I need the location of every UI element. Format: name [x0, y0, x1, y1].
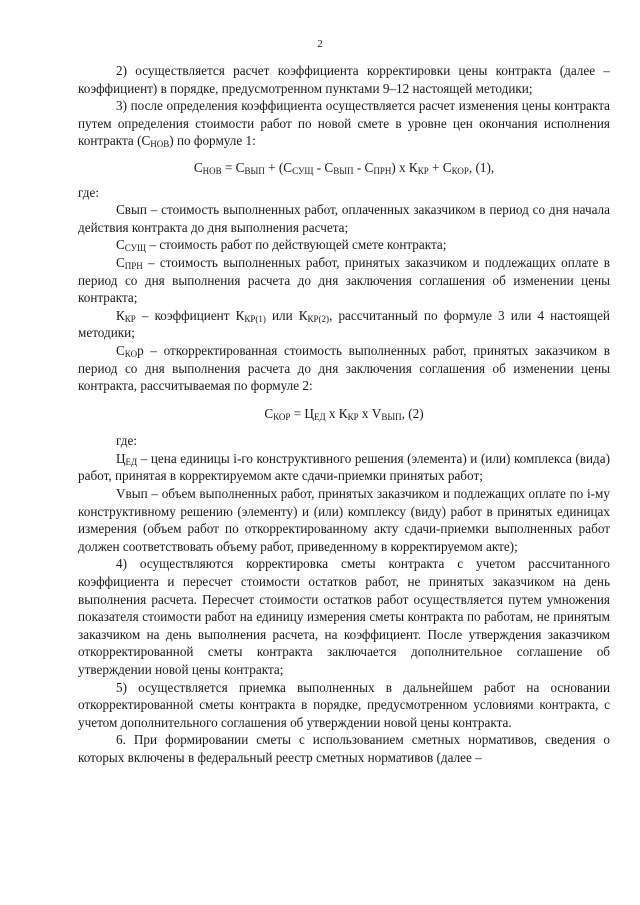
def-svyp: Свып – стоимость выполненных работ, оплаченных заказчиком в период со дня начала действия контракта до дня выполнения расчета; — [78, 202, 610, 235]
paragraph-item-2: 2) осуществляется расчет коэффициента корректировки цены контракта (далее – коэффициент) в порядке, предусмотренном пунктами 9–12 настоящей методики; — [78, 63, 610, 96]
paragraph-item-6: 6. При формировании сметы с использованием сметных нормативов, сведения о которых включены в федеральный реестр сметных нормативов (далее – — [78, 732, 610, 765]
paragraph-item-4: 4) осуществляются корректировка сметы контракта с учетом рассчитанного коэффициента и пересчет стоимости остатков работ, не принятых заказчиком на день выполнения расчета. Пересчет стоимости остатков работ осуществляется путем умножения показателя стоимости работ на единицу измерения сметы контракта по работам, не принятым заказчиком на день выполнения расчета, на коэффициент. После утверждения заказчиком откорректированной сметы контракта заключается дополнительное соглашение об утверждении новой цены контракта; — [78, 556, 610, 677]
paragraph-item-3: 3) после определения коэффициента осуществляется расчет изменения цены контракта путем определения стоимости работ по новой смете в уровне цен окончания исполнения контракта $(С_{НОВ})$ по формуле 1: — [78, 98, 610, 150]
formula-2: $С_{КОР} = Ц_{ЕД}$ х $К_{КР}$ х $V_{ВЫП}$, (2) — [264, 405, 424, 422]
formula-1: $С_{НОВ} = С_{ВЫП} + (С_{СУЩ} - С_{ВЫП} - С_{ПРН})$ х $К_{КР} + С_{КОР}$, (1), — [193, 159, 495, 176]
where-label-1: где: — [78, 184, 99, 200]
where-label-2: где: — [116, 433, 137, 449]
def-kkr: $К_{КР}$ – коэффициент $К_{КР(1)}$ или $К_{КР(2)}$, рассчитанный по формуле 3 или 4 настоящей методики; — [78, 307, 610, 341]
page-number: 2 — [317, 38, 323, 50]
def-ced: $Ц_{ЕД}$ – цена единицы i-го конструктивного решения (элемента) и (или) комплекса (вида) работ, принятая в корректируемом акте сдачи-приемки принятых работ; — [78, 450, 610, 484]
def-ssush: $С_{СУЩ}$ – стоимость работ по действующей смете контракта; — [116, 237, 447, 254]
document-body — [78, 62, 610, 767]
def-sprn: $С_{ПРН}$ – стоимость выполненных работ, принятых заказчиком и подлежащих оплате в период со дня выполнения расчета до дня заключения соглашения об изменении цены контракта; — [78, 254, 610, 306]
paragraph-item-5: 5) осуществляется приемка выполненных в дальнейшем работ на основании откорректированной сметы контракта в порядке, предусмотренном условиями контракта, с учетом дополнительного соглашения об утверждении новой цены контракта. — [78, 679, 610, 730]
def-skor: $С_{КО}р$ – откорректированная стоимость выполненных работ, принятых заказчиком в период со дня выполнения расчета до дня заключения соглашения об изменении цены контракта, рассчитываемая по формуле 2: — [78, 342, 610, 394]
def-vvyp: Vвып – объем выполненных работ, принятых заказчиком и подлежащих оплате по i-му конструктивному решению (элементу) и (или) комплексу (виду) работ в принятых единицах измерения (объем работ по откорректированному акту сдачи-приемки выполненных работ должен соответствовать объему работ, приведенному в корректируемом акте); — [78, 486, 610, 554]
